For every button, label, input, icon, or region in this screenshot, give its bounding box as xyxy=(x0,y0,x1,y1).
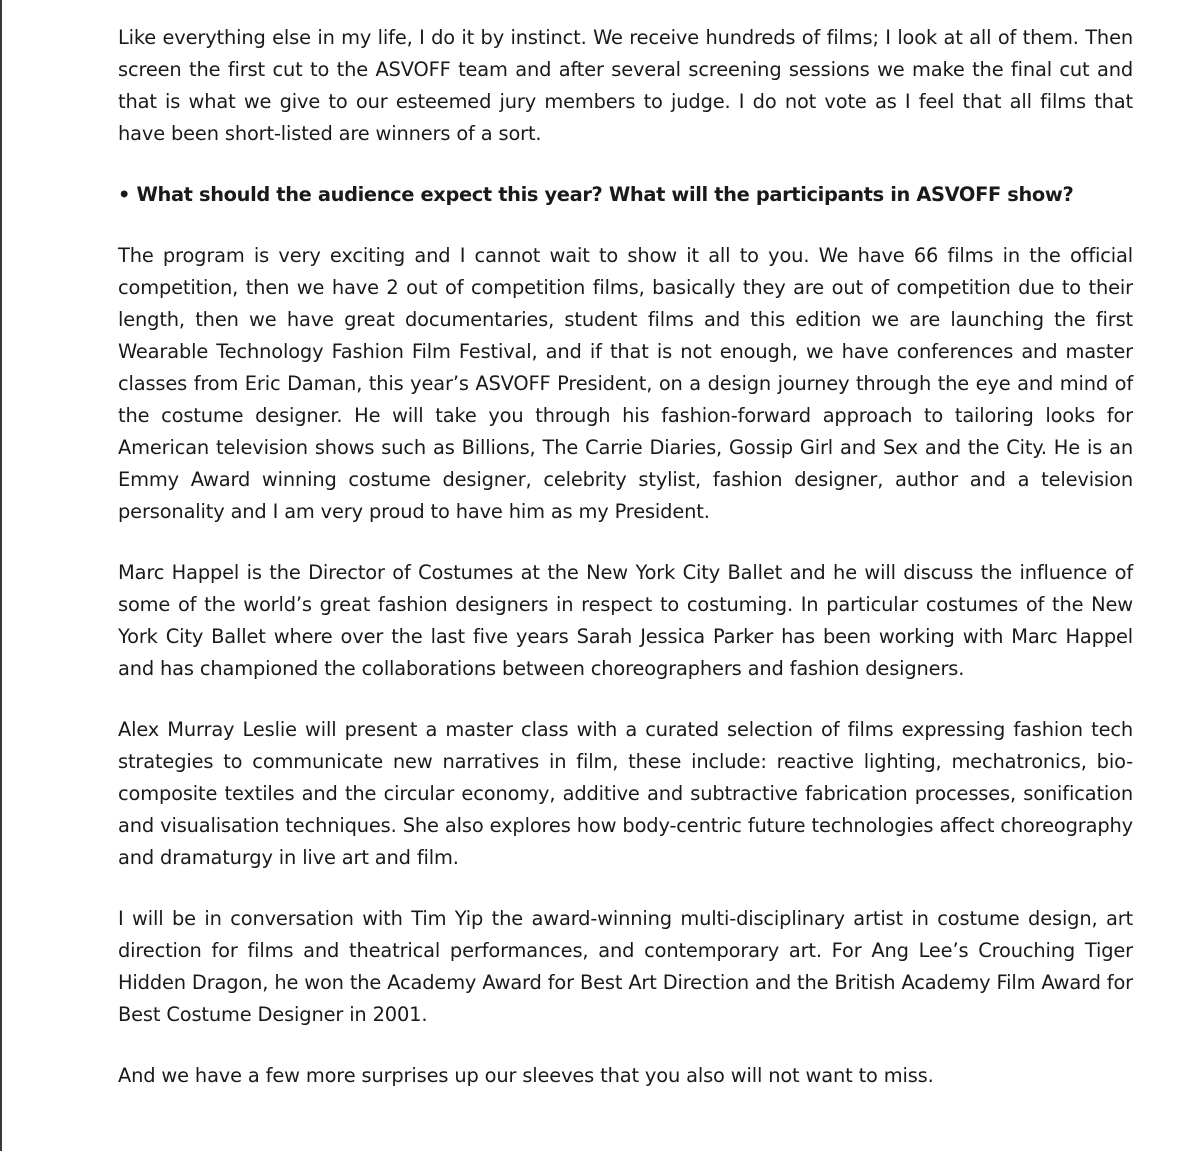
paragraph-marc-happel: Marc Happel is the Director of Costumes at the New York City Ballet and he will discuss the influence of some of the world’s great fashion designers in respect to costuming. In particular costumes of the New York City Ballet where over the last five years Sarah Jessica Parker has been working with Marc Happel and has championed the collaborations between choreographers and fashion designers. xyxy=(118,561,1133,680)
interview-question xyxy=(118,179,1133,211)
bullet-icon: • xyxy=(118,183,131,206)
paragraph-surprises: And we have a few more surprises up our sleeves that you also will not want to miss. xyxy=(118,1064,934,1087)
document-body xyxy=(118,22,1133,1121)
paragraph-program: The program is very exciting and I cannot wait to show it all to you. We have 66 films in the official competition, then we have 2 out of competition films, basically they are out of competition due to their length, then we have great documentaries, student films and this edition we are launching the first Wearable Technology Fashion Film Festival, and if that is not enough, we have conferences and master classes from Eric Daman, this year’s ASVOFF President, on a design journey through the eye and mind of the costume designer. He will take you through his fashion-forward approach to tailoring looks for American television shows such as Billions, The Carrie Diaries, Gossip Girl and Sex and the City. He is an Emmy Award winning costume designer, celebrity stylist, fashion designer, author and a television personality and I am very proud to have him as my President. xyxy=(118,244,1133,523)
paragraph-alex-murray-leslie: Alex Murray Leslie will present a master class with a curated selection of films expressing fashion tech strategies to communicate new narratives in film, these include: reactive lighting, mechatronics, bio-composite textiles and the circular economy, additive and subtractive fabrication processes, sonification and visualisation techniques. She also explores how body-centric future technologies affect choreography and dramaturgy in live art and film. xyxy=(118,718,1133,869)
page-left-border xyxy=(0,0,2,1151)
paragraph-selection-process: Like everything else in my life, I do it by instinct. We receive hundreds of films; I look at all of them. Then screen the first cut to the ASVOFF team and after several screening sessions we make the final cut and that is what we give to our esteemed jury members to judge. I do not vote as I feel that all films that have been short-listed are winners of a sort. xyxy=(118,26,1133,145)
paragraph-tim-yip: I will be in conversation with Tim Yip the award-winning multi-disciplinary artist in costume design, art direction for films and theatrical performances, and contemporary art. For Ang Lee’s Crouching Tiger Hidden Dragon, he won the Academy Award for Best Art Direction and the British Academy Film Award for Best Costume Designer in 2001. xyxy=(118,907,1133,1026)
question-text: What should the audience expect this year? What will the participants in ASVOFF show? xyxy=(136,183,1074,206)
